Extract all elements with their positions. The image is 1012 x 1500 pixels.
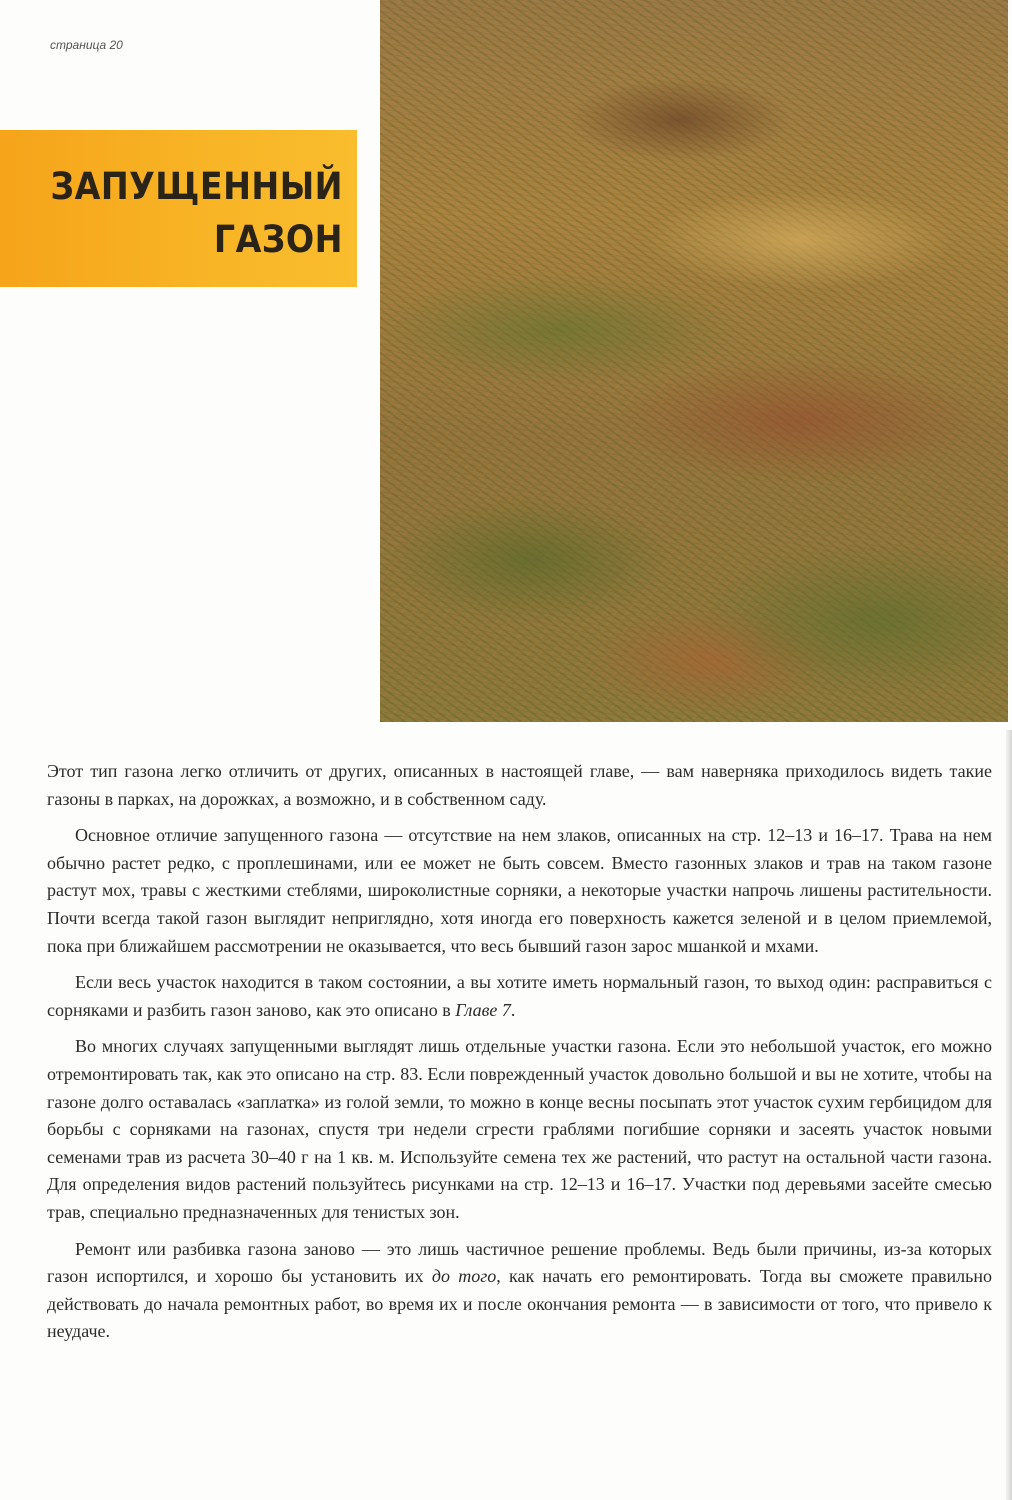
title-band: [0, 130, 357, 287]
paragraph-5: [47, 1236, 992, 1346]
paragraph-1: [47, 758, 992, 813]
article-body: [47, 758, 992, 1355]
paragraph-5-after: , как начать его ремонтировать. Тогда вы сможете правильно действовать до начала ремонтных работ, во время их и после окончания ремонта — в зависимости от того, что привело к неудаче.: [47, 1266, 992, 1342]
paragraph-1-text: Этот тип газона легко отличить от других, описанных в настоящей главе, — вам наверняка приходилось видеть такие газоны в парках, на дорожках, а возможно, и в собственном саду.: [47, 761, 992, 809]
paragraph-3-italic: Главе 7: [455, 999, 511, 1020]
paragraph-2: [47, 822, 992, 960]
page-title: [51, 160, 343, 266]
title-line-1: ЗАПУЩЕННЫЙ: [50, 165, 343, 208]
paragraph-3: [47, 969, 992, 1024]
paragraph-4-text: Во многих случаях запущенными выглядят лишь отдельные участки газона. Если это небольшой участок, его можно отремонтировать так, как это описано на стр. 83. Если поврежденный участок довольно большой и вы не хотите, чтобы на газоне долго оставалась «заплатка» из голой земли, то можно в конце весны посыпать этот участок сухим гербицидом для борьбы с сорняками на газонах, спустя три недели сгрести граблями погибшие сорняки и засеять участок новыми семенами трав из расчета 30–40 г на 1 кв. м. Используйте семена тех же растений, что растут на остальной части газона. Для определения видов растений пользуйтесь рисунками на стр. 12–13 и 16–17. Участки под деревьями засейте смесью трав, специально предназначенных для тенистых зон.: [47, 1036, 992, 1222]
paragraph-4: [47, 1033, 992, 1226]
page-edge-shadow: [1006, 730, 1012, 1500]
paragraph-5-text: Ремонт или разбивка газона заново — это лишь частичное решение проблемы. Ведь были причины, из-за которых газон испортился, и хорошо бы установить их: [47, 1238, 992, 1287]
paragraph-3-text: Если весь участок находится в таком состоянии, а вы хотите иметь нормальный газон, то выход один: расправиться с сорняками и разбить газон заново, как это описано в: [47, 972, 992, 1020]
paragraph-3-after: .: [510, 999, 516, 1020]
paragraph-5-italic: до того: [431, 1266, 497, 1287]
lawn-photo: [380, 0, 1008, 722]
page-number: страница 20: [50, 38, 123, 52]
paragraph-2-text: Основное отличие запущенного газона — отсутствие на нем злаков, описанных на стр. 12–13 и 16–17. Трава на нем обычно растет редко, с проплешинами, или ее может не быть совсем. Вместо газонных злаков и трав на таком газоне растут мох, травы с жесткими стеблями, широколистные сорняки, а некоторые участки напрочь лишены растительности. Почти всегда такой газон выглядит неприглядно, хотя иногда его поверхность кажется зеленой и в целом приемлемой, пока при ближайшем рассмотрении не оказывается, что весь бывший газон зарос мшанкой и мхами.: [47, 825, 992, 956]
title-line-2: ГАЗОН: [213, 218, 343, 261]
